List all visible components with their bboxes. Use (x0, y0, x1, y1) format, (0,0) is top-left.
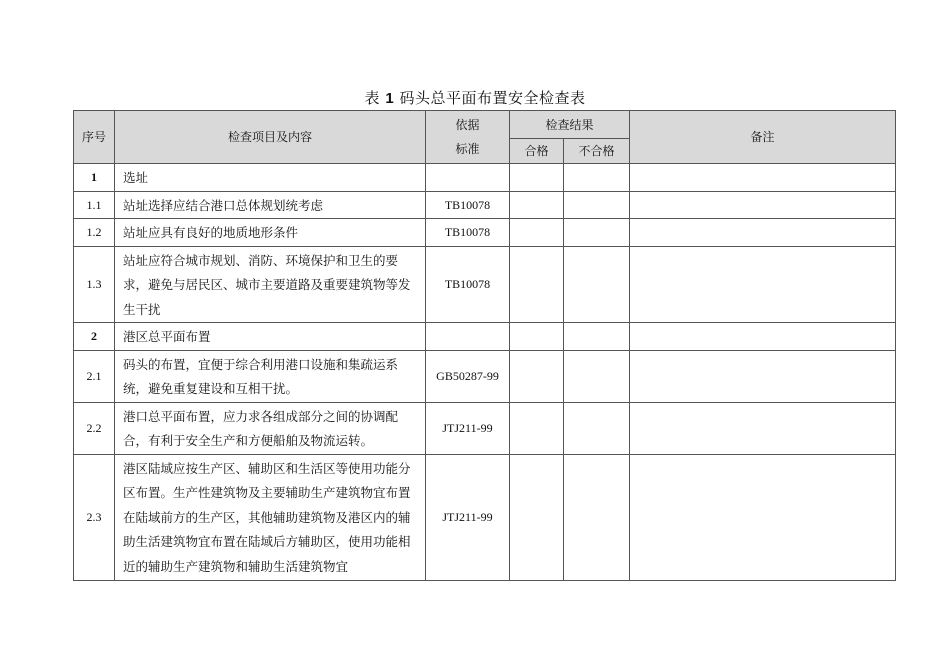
row-seq: 1.3 (74, 246, 115, 323)
header-result: 检查结果 (510, 111, 630, 139)
row-pass-cell (510, 402, 564, 454)
table-row (74, 323, 896, 351)
row-seq: 2.2 (74, 402, 115, 454)
safety-checklist-table (73, 110, 896, 581)
header-fail: 不合格 (564, 139, 630, 164)
row-pass-cell (510, 246, 564, 323)
header-item: 检查项目及内容 (115, 111, 426, 164)
row-fail-cell (564, 402, 630, 454)
row-content: 选址 (115, 164, 426, 192)
row-remark-cell (630, 402, 896, 454)
row-fail-cell (564, 246, 630, 323)
row-remark-cell (630, 246, 896, 323)
row-pass-cell (510, 454, 564, 580)
row-pass-cell (510, 191, 564, 219)
row-remark-cell (630, 164, 896, 192)
row-pass-cell (510, 323, 564, 351)
row-seq: 1 (74, 164, 115, 192)
row-basis: GB50287-99 (426, 350, 510, 402)
row-fail-cell (564, 323, 630, 351)
table-row (74, 219, 896, 247)
row-remark-cell (630, 323, 896, 351)
row-content: 港区陆域应按生产区、辅助区和生活区等使用功能分区布置。生产性建筑物及主要辅助生产建筑物宜布置在陆域前方的生产区，其他辅助建筑物及港区内的辅助生活建筑物宜布置在陆域后方辅助区，使用功能相近的辅助生产建筑物和辅助生活建筑物宜 (115, 454, 426, 580)
row-basis: JTJ211-99 (426, 402, 510, 454)
row-fail-cell (564, 350, 630, 402)
title-text: 码头总平面布置安全检查表 (399, 89, 586, 107)
row-content: 站址选择应结合港口总体规划统考虑 (115, 191, 426, 219)
row-content: 港口总平面布置，应力求各组成部分之间的协调配合，有利于安全生产和方便船舶及物流运转。 (115, 402, 426, 454)
row-content: 站址应符合城市规划、消防、环境保护和卫生的要求，避免与居民区、城市主要道路及重要建筑物等发生干扰 (115, 246, 426, 323)
table-row (74, 454, 896, 580)
header-pass: 合格 (510, 139, 564, 164)
row-basis: TB10078 (426, 191, 510, 219)
row-basis: JTJ211-99 (426, 454, 510, 580)
row-pass-cell (510, 164, 564, 192)
row-basis (426, 323, 510, 351)
row-content: 港区总平面布置 (115, 323, 426, 351)
row-remark-cell (630, 219, 896, 247)
row-content: 码头的布置，宜便于综合利用港口设施和集疏运系统，避免重复建设和互相干扰。 (115, 350, 426, 402)
row-fail-cell (564, 191, 630, 219)
row-basis: TB10078 (426, 219, 510, 247)
row-content: 站址应具有良好的地质地形条件 (115, 219, 426, 247)
header-remark: 备注 (630, 111, 896, 164)
title-prefix: 表 (364, 89, 381, 107)
table-title (0, 87, 950, 108)
header-basis (426, 111, 510, 164)
row-seq: 2 (74, 323, 115, 351)
table-row (74, 164, 896, 192)
row-fail-cell (564, 454, 630, 580)
row-seq: 1.2 (74, 219, 115, 247)
row-remark-cell (630, 350, 896, 402)
table-row (74, 402, 896, 454)
row-seq: 1.1 (74, 191, 115, 219)
row-remark-cell (630, 454, 896, 580)
row-basis (426, 164, 510, 192)
row-pass-cell (510, 350, 564, 402)
header-basis-line2: 标准 (455, 142, 480, 156)
table-row (74, 246, 896, 323)
title-number: 1 (385, 90, 395, 107)
table-row (74, 350, 896, 402)
table-row (74, 191, 896, 219)
row-fail-cell (564, 219, 630, 247)
header-seq: 序号 (74, 111, 115, 164)
row-basis: TB10078 (426, 246, 510, 323)
row-pass-cell (510, 219, 564, 247)
row-remark-cell (630, 191, 896, 219)
row-fail-cell (564, 164, 630, 192)
row-seq: 2.1 (74, 350, 115, 402)
header-basis-line1: 依据 (455, 118, 480, 132)
row-seq: 2.3 (74, 454, 115, 580)
